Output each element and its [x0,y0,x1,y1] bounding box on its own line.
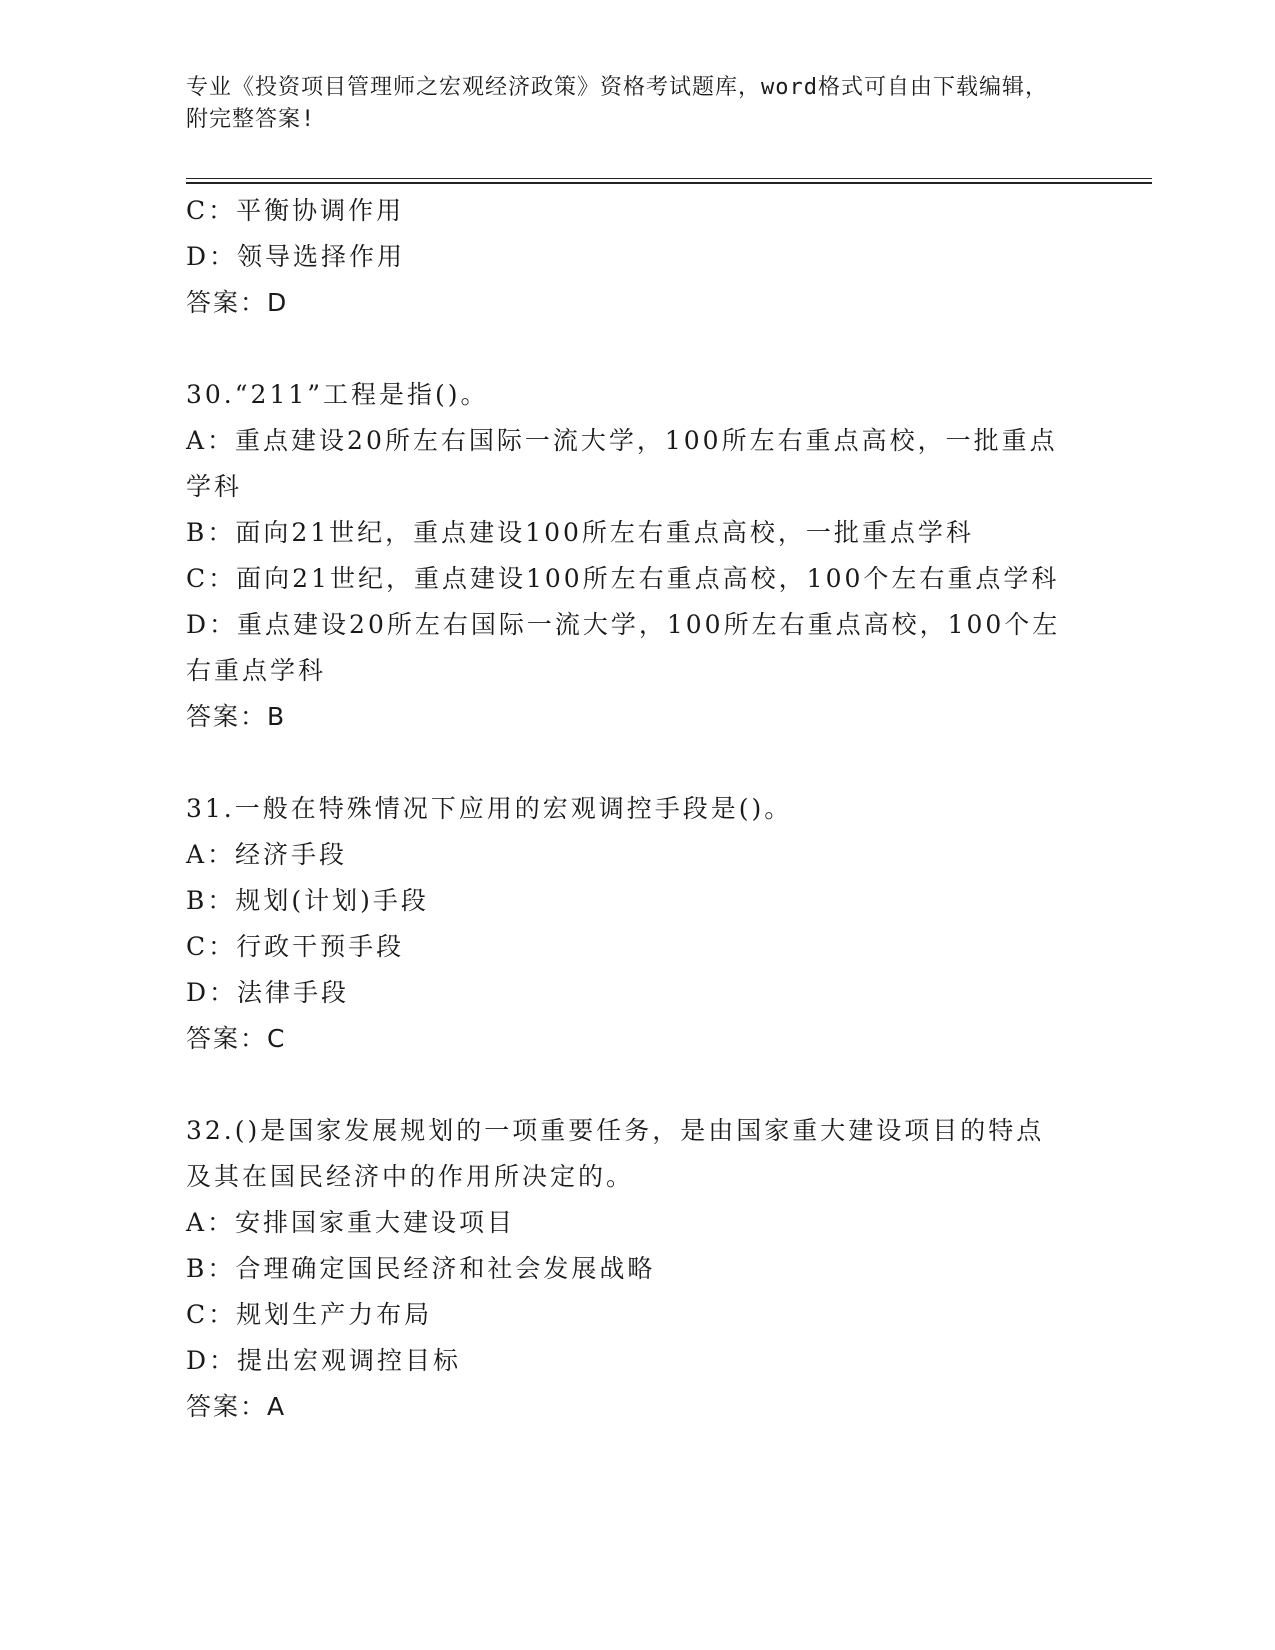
option-b: B：合理确定国民经济和社会发展战略 [186,1254,656,1283]
option-c: C：面向21世纪，重点建设100所左右重点高校，100个左右重点学科 [186,564,1060,593]
question-31 [186,786,1086,1062]
question-stem: 32.()是国家发展规划的一项重要任务，是由国家重大建设项目的特点及其在国民经济中的作用所决定的。 [186,1116,1045,1191]
question-stem: 31.一般在特殊情况下应用的宏观调控手段是()。 [186,794,793,823]
option-b: B：规划(计划)手段 [186,886,429,915]
option-c: C：规划生产力布局 [186,1300,433,1329]
document-body [186,188,1086,1430]
answer-line: 答案：B [186,702,287,731]
header-divider-thin [186,178,1152,179]
option-c: C：行政干预手段 [186,932,405,961]
question-stem: 30.“211”工程是指()。 [186,380,489,409]
question-30 [186,372,1086,740]
option-c: C：平衡协调作用 [186,196,405,225]
question-32 [186,1108,1086,1430]
document-header: 专业《投资项目管理师之宏观经济政策》资格考试题库，word格式可自由下载编辑，附完整答案! [186,75,1048,132]
answer-line: 答案：A [186,1392,287,1421]
option-d: D：重点建设20所左右国际一流大学，100所左右重点高校，100个左右重点学科 [186,610,1061,685]
option-d: D：领导选择作用 [186,242,406,271]
option-d: D：法律手段 [186,978,350,1007]
previous-question-tail [186,188,1086,326]
option-b: B：面向21世纪，重点建设100所左右重点高校，一批重点学科 [186,518,974,547]
option-a: A：经济手段 [186,840,348,869]
option-d: D：提出宏观调控目标 [186,1346,462,1375]
answer-line: 答案：D [186,288,289,317]
option-a: A：重点建设20所左右国际一流大学，100所左右重点高校，一批重点学科 [186,426,1058,501]
answer-line: 答案：C [186,1024,287,1053]
option-a: A：安排国家重大建设项目 [186,1208,516,1237]
header-divider-thick [186,182,1152,184]
